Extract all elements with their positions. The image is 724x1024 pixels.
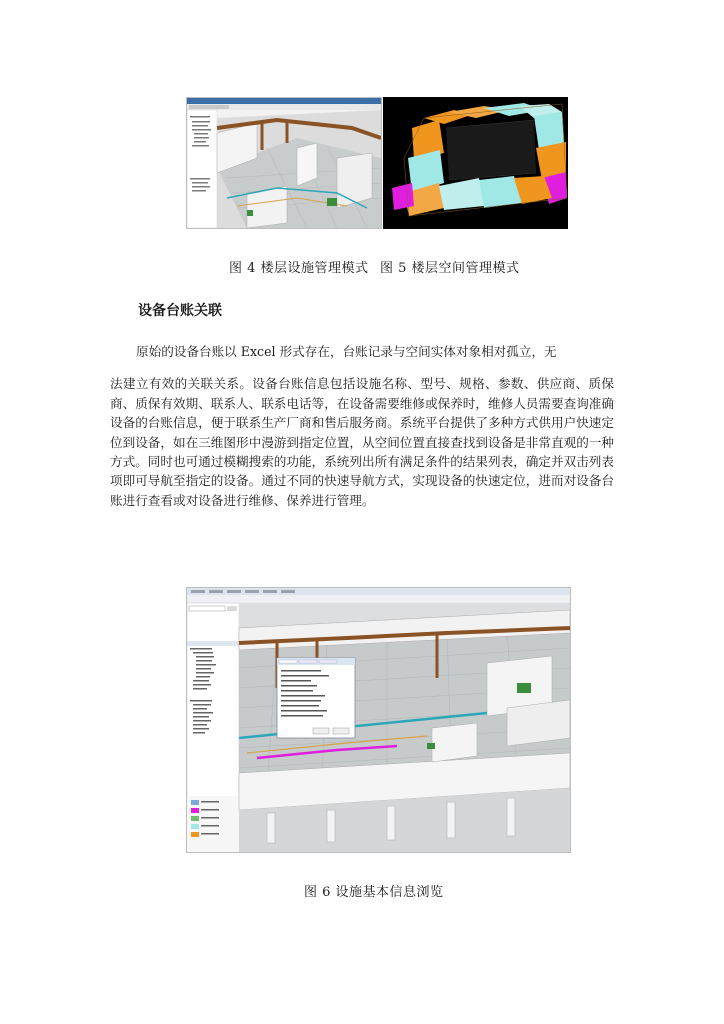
section-body [110,342,614,510]
figure-4-drawing [187,98,381,228]
figure-5-screenshot [383,97,568,229]
figure-6-drawing [187,588,570,852]
figure-6-caption: 图 6 设施基本信息浏览 [304,885,444,900]
figure-4-caption: 图 4 楼层设施管理模式 [229,261,369,276]
section-heading: 设备台账关联 [138,303,222,319]
figure-5-caption: 图 5 楼层空间管理模式 [380,261,520,276]
paragraph-first-line: 原始的设备台账以 Excel 形式存在，台账记录与空间实体对象相对孤立，无 [136,344,557,359]
figure-4-screenshot [186,97,382,229]
paragraph-continuation: 法建立有效的关联关系。设备台账信息包括设施名称、型号、规格、参数、供应商、质保商、质保有效期、联系人、联系电话等，在设备需要维修或保养时，维修人员需要查询准确设备的台账信息，便于联系生产厂商和售后服务商。系统平台提供了多种方式供用户快速定位到设备，如在三维图形中漫游到指定位置，从空间位置直接查找到设备是非常直观的一种方式。同时也可通过模糊搜索的功能，系统列出所有满足条件的结果列表，确定并双击列表项即可导航至指定的设备。通过不同的快速导航方式，实现设备的快速定位，进而对设备台账进行查看或对设备进行维修、保养进行管理。 [110,376,614,508]
figure-6-screenshot [186,587,571,853]
figure-5-drawing [384,98,567,228]
